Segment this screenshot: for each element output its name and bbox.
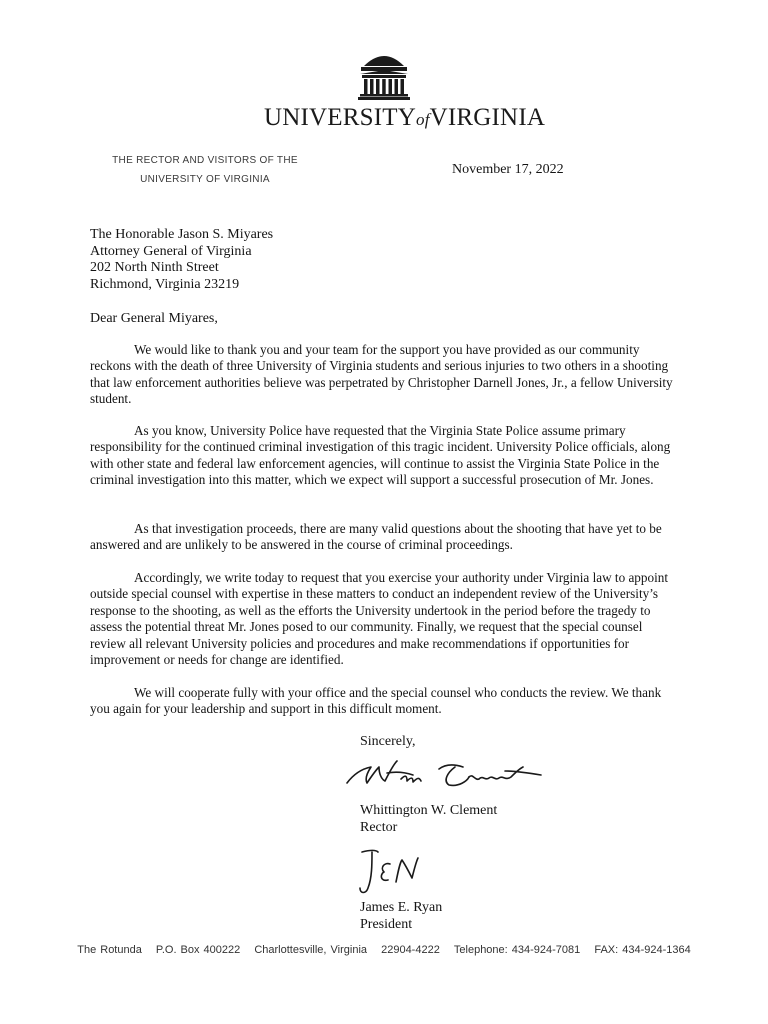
recipient-street: 202 North Ninth Street bbox=[90, 260, 219, 275]
rector-name: Whittington W. Clement bbox=[360, 803, 498, 818]
footer-contact bbox=[0, 944, 768, 956]
president-signature-block bbox=[360, 899, 442, 933]
footer-place: The Rotunda bbox=[77, 944, 142, 956]
rotunda-icon bbox=[358, 50, 410, 100]
rector-signature-block bbox=[360, 802, 497, 836]
university-wordmark bbox=[264, 104, 546, 132]
salutation: Dear General Miyares, bbox=[90, 311, 218, 326]
closing: Sincerely, bbox=[360, 734, 416, 749]
wordmark-university: UNIVERSITY bbox=[264, 104, 416, 131]
letter-date: November 17, 2022 bbox=[452, 162, 564, 177]
body-paragraph-5: We will cooperate fully with your office and the special counsel who conducts the review. We thank you again for your leadership and support in this difficult moment. bbox=[90, 685, 662, 717]
recipient-city: Richmond, Virginia 23219 bbox=[90, 276, 240, 292]
rector-title: Rector bbox=[360, 820, 398, 835]
wordmark-virginia: VIRGINIA bbox=[429, 104, 546, 131]
president-name: James E. Ryan bbox=[360, 900, 443, 915]
footer-telephone: Telephone: 434-924-7081 bbox=[453, 944, 581, 956]
rector-signature bbox=[343, 755, 558, 795]
recipient-name: The Honorable Jason S. Miyares bbox=[90, 227, 274, 242]
footer-fax: FAX: 434-924-1364 bbox=[594, 944, 691, 956]
university-logo bbox=[264, 50, 546, 132]
body-paragraph-4: Accordingly, we write today to request that you exercise your authority under Virginia law to appoint outside special counsel with expertise in these matters to conduct an independent review of the University’s response to the shooting, as well as the efforts the University undertook in the period before the tragedy to assess the potential threat Mr. Jones posed to our community. Finally, we request that the special counsel review all relevant University policies and procedures and make recommendations if opportunities for improvement or needs for change are identified. bbox=[90, 570, 669, 668]
footer-city: Charlottesville, Virginia bbox=[254, 944, 368, 956]
recipient-title: Attorney General of Virginia bbox=[90, 243, 252, 259]
wordmark-of: of bbox=[416, 110, 430, 129]
body-paragraph-2: As you know, University Police have requested that the Virginia State Police assume primary responsibility for the continued criminal investigation of this tragic incident. University Police officials, along with other state and federal law enforcement agencies, will continue to assist the Virginia State Police in the criminal investigation into this matter, which we expect will support a successful prosecution of Mr. Jones. bbox=[90, 423, 671, 488]
rector-line-1: THE RECTOR AND VISITORS OF THE bbox=[112, 155, 298, 166]
footer-box: P.O. Box 400222 bbox=[155, 944, 241, 956]
president-signature bbox=[356, 846, 426, 898]
footer-zip: 22904-4222 bbox=[381, 944, 440, 956]
body-paragraph-3: As that investigation proceeds, there are many valid questions about the shooting that have yet to be answered and are unlikely to be answered in the course of criminal proceedings. bbox=[90, 521, 662, 553]
rector-line-2: UNIVERSITY OF VIRGINIA bbox=[140, 174, 270, 185]
body-paragraph-1: We would like to thank you and your team for the support you have provided as our community reckons with the death of three University of Virginia students and serious injuries to two others in a shooting that law enforcement authorities believe was perpetrated by Christopher Darnell Jones, Jr., a fellow University student. bbox=[90, 342, 673, 407]
recipient-address bbox=[90, 227, 273, 293]
president-title: President bbox=[360, 917, 413, 932]
